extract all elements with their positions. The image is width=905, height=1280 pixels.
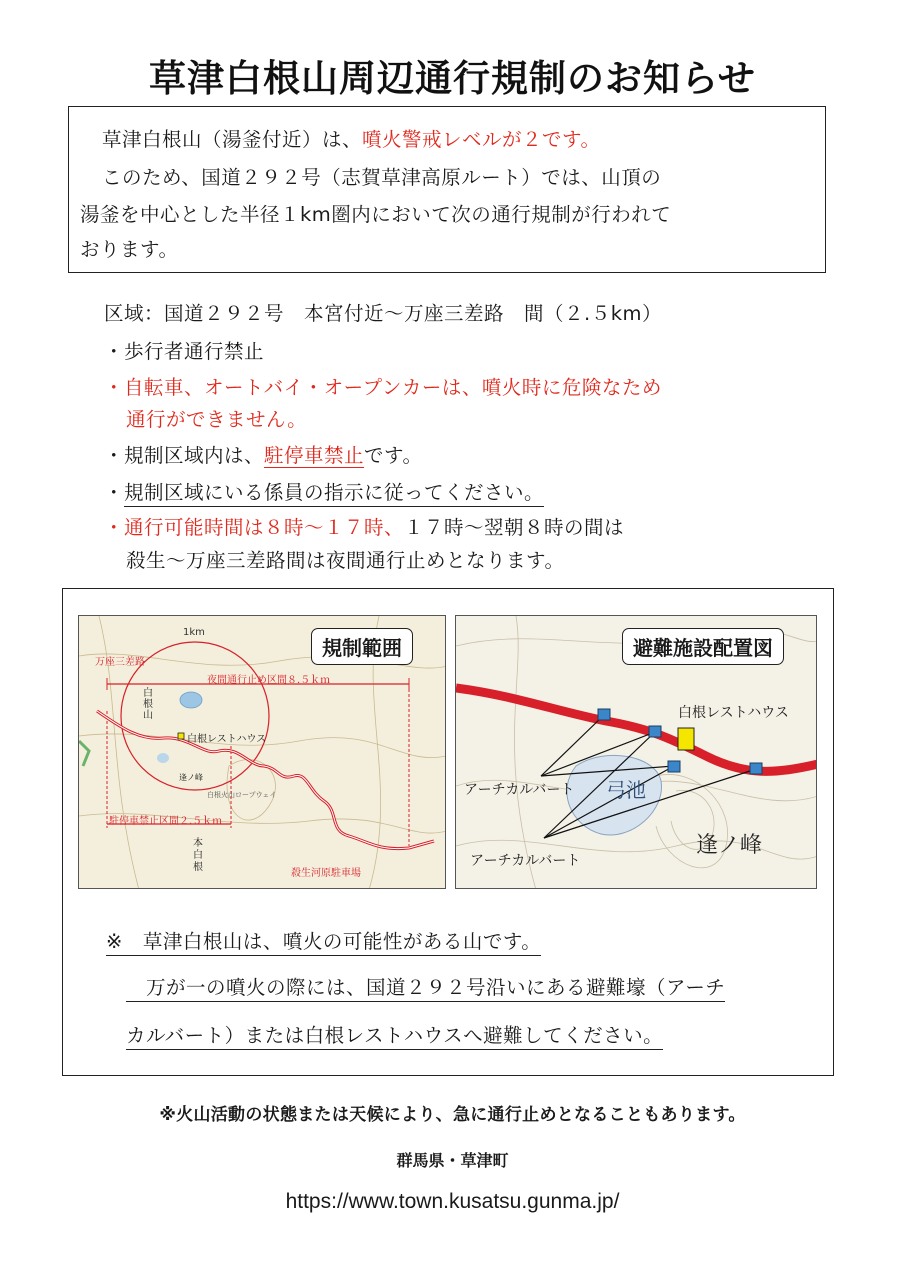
notice-line-1 [106, 926, 541, 954]
bullet-hours-line-2: 殺生～万座三差路間は夜間通行止めとなります。 [126, 549, 565, 572]
evacuation-map-title: 避難施設配置図 [622, 628, 784, 665]
notice-line-2 [126, 972, 725, 1000]
ropeway-label: 白根火山ロープウェイ [207, 791, 277, 799]
scale-label: 1km [183, 627, 205, 638]
intro-line-4: おります。 [80, 238, 179, 261]
yugaike-label: 弓池 [606, 778, 646, 802]
page-title: 草津白根山周辺通行規制のお知らせ [149, 57, 756, 100]
night-section-label: 夜間通行止め区間８.５ｋｍ [207, 675, 331, 686]
shirane-label: 白根山 [143, 688, 153, 721]
regulation-map-title: 規制範囲 [311, 628, 413, 665]
ohnomine-peak-label: 逢ノ峰 [696, 833, 763, 858]
sessho-parking-label: 殺生河原駐車場 [291, 868, 361, 879]
arch-culvert-label-1: アーチカルバート [464, 782, 575, 798]
intro-line-3: 湯釜を中心とした半径１km圏内において次の通行規制が行われて [80, 203, 672, 226]
bullet-staff [104, 477, 544, 505]
bullet-hours-dot: ・ [104, 516, 125, 539]
bullet-hours-line-1 [104, 512, 624, 540]
notice-line-1-text: ※ 草津白根山は、噴火の可能性がある山です。 [106, 930, 541, 956]
resthouse-label: 白根レストハウス [187, 734, 267, 745]
regulation-area: 区域：国道２９２号 本宮付近～万座三差路 間（２.５km） [104, 302, 662, 325]
arch-culvert-label-2: アーチカルバート [470, 853, 581, 869]
no-parking-section-label: 駐停車禁止区間２.５ｋｍ [109, 816, 223, 827]
bullet-no-parking [104, 440, 422, 468]
bullet-staff-dot: ・ [104, 481, 125, 504]
bullet-bicycle-line-2: 通行ができません。 [126, 408, 308, 431]
footer-organization: 群馬県・草津町 [396, 1151, 509, 1170]
intro-line-1 [102, 124, 600, 152]
notice-line-3 [126, 1020, 663, 1048]
ohnomine-label: 逢ノ峰 [179, 773, 203, 782]
evacuation-map [455, 615, 817, 889]
motoshirane-label: 本白根 [193, 838, 203, 873]
bullet-bicycle-line-1: ・自転車、オートバイ・オープンカーは、噴火時に危険なため [104, 376, 662, 399]
notice-line-2-text: 万が一の噴火の際には、国道２９２号沿いにある避難壕（アーチ [126, 976, 725, 1002]
intro-line-2: このため、国道２９２号（志賀草津高原ルート）では、山頂の [102, 166, 662, 189]
regulation-map [78, 615, 446, 889]
evacuation-resthouse-label: 白根レストハウス [678, 705, 789, 721]
manza-junction-label: 万座三差路 [95, 657, 145, 668]
intro-line-1-text: 草津白根山（湯釜付近）は、 [102, 128, 363, 151]
footer-warning: ※火山活動の状態または天候により、急に通行止めとなることもあります。 [159, 1105, 746, 1125]
notice-line-3-text: カルバート）または白根レストハウスへ避難してください。 [126, 1024, 663, 1050]
night-closure-text: １７時～翌朝８時の間は [404, 516, 625, 539]
bullet-staff-text: 規制区域にいる係員の指示に従ってください。 [124, 481, 544, 507]
alert-level-text: 噴火警戒レベルが２です。 [362, 128, 601, 151]
open-hours-text: 通行可能時間は８時～１７時、 [124, 516, 405, 539]
no-parking-text: 駐停車禁止 [264, 444, 365, 467]
bullet-pedestrian: ・歩行者通行禁止 [104, 340, 265, 363]
footer-url[interactable]: https://www.town.kusatsu.gunma.jp/ [285, 1190, 620, 1213]
bullet-no-parking-tail: です。 [364, 444, 423, 467]
bullet-no-parking-lead: ・規制区域内は、 [104, 444, 265, 467]
